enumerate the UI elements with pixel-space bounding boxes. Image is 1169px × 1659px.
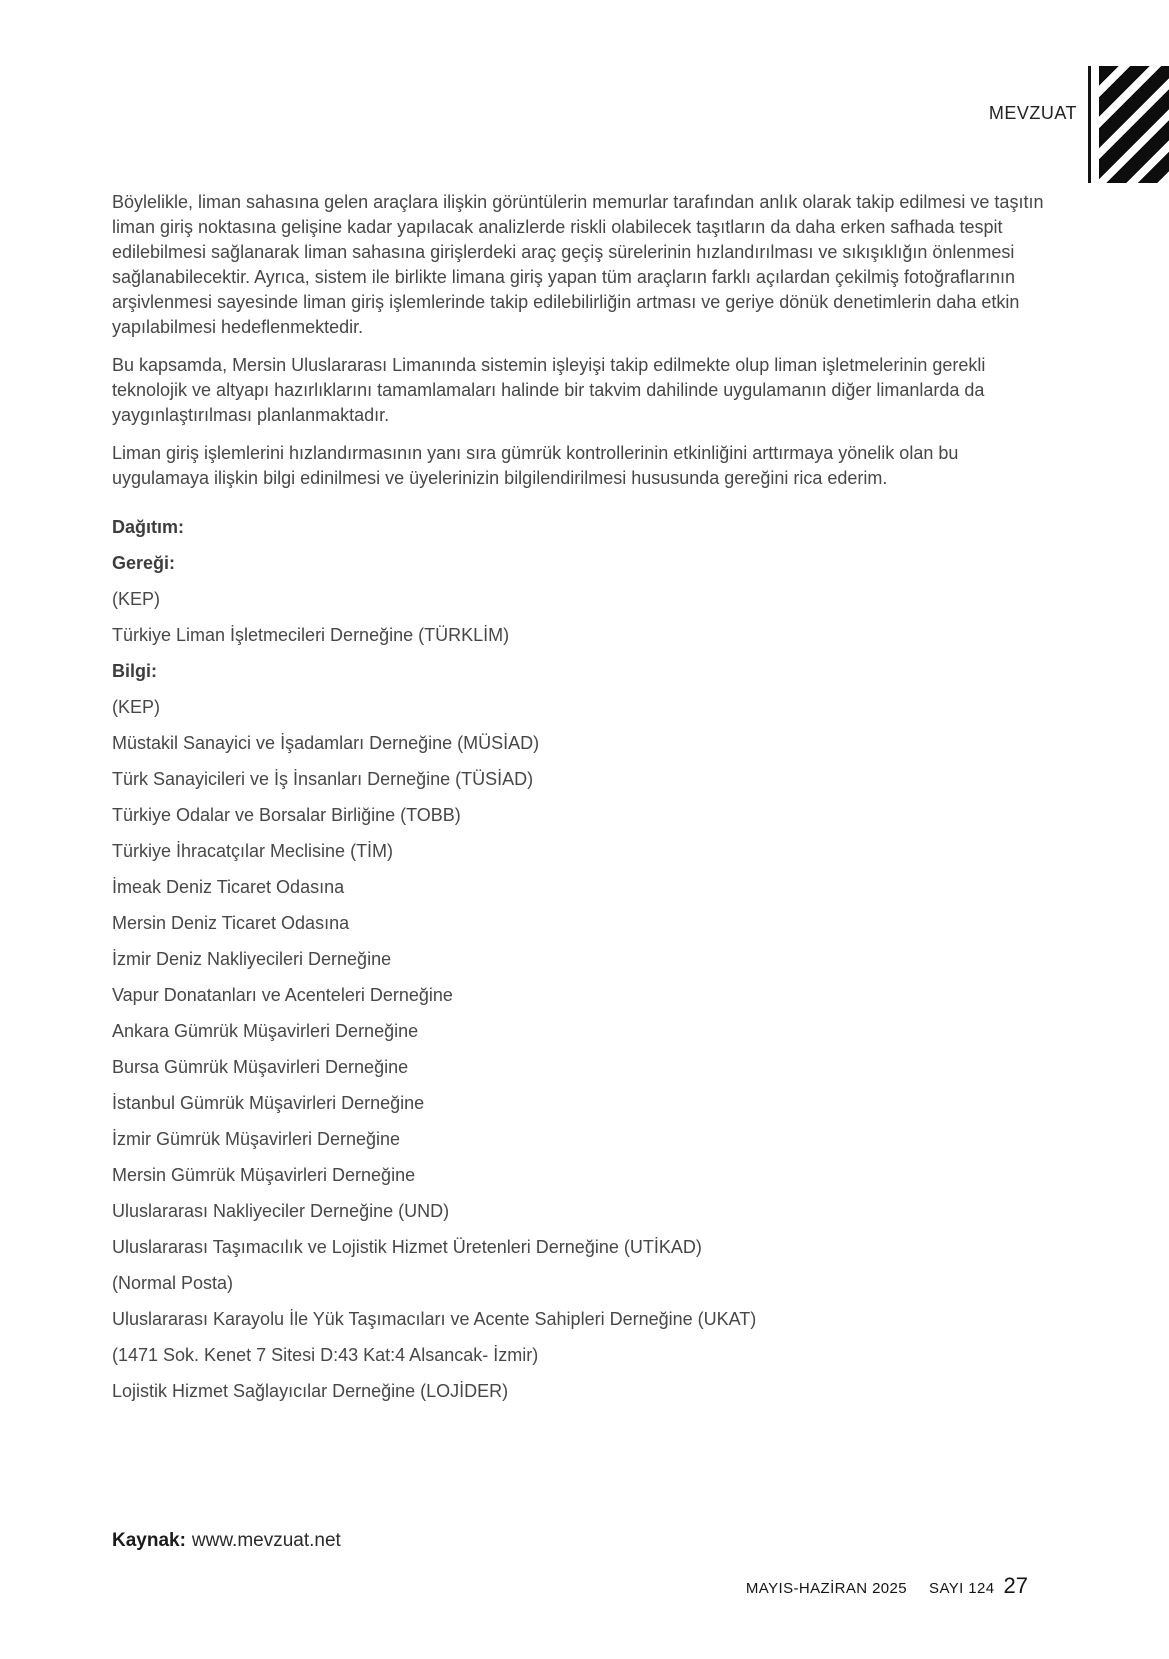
list-item: (1471 Sok. Kenet 7 Sitesi D:43 Kat:4 Alsancak- İzmir) bbox=[112, 1345, 539, 1365]
list-item: Ankara Gümrük Müşavirleri Derneğine bbox=[112, 1021, 419, 1041]
body-paragraph: Liman giriş işlemlerini hızlandırmasının yanı sıra gümrük kontrollerinin etkinliğini arttırmaya yönelik olan bu uygulamaya ilişkin bilgi edinilmesi ve üyelerinizin bilgilendirilmesi hususunda gereğini rica ederim. bbox=[112, 443, 959, 488]
footer-issue-date: MAYIS-HAZİRAN 2025 bbox=[745, 1580, 908, 1597]
list-item: İmeak Deniz Ticaret Odasına bbox=[112, 877, 345, 897]
list-item: Uluslararası Taşımacılık ve Lojistik Hizmet Üretenleri Derneğine (UTİKAD) bbox=[112, 1237, 702, 1257]
list-item: Türkiye Liman İşletmecileri Derneğine (TÜRKLİM) bbox=[112, 625, 510, 645]
list-item: Lojistik Hizmet Sağlayıcılar Derneğine (LOJİDER) bbox=[112, 1381, 509, 1401]
list-item: (KEP) bbox=[112, 589, 161, 609]
list-item: Mersin Gümrük Müşavirleri Derneğine bbox=[112, 1165, 416, 1185]
distribution-subheading: Gereği: bbox=[112, 553, 176, 573]
list-item: Mersin Deniz Ticaret Odasına bbox=[112, 913, 350, 933]
list-item: Vapur Donatanları ve Acenteleri Derneğine bbox=[112, 985, 453, 1005]
distribution-subheading: Bilgi: bbox=[112, 661, 157, 681]
distribution-heading: Dağıtım: bbox=[112, 517, 184, 537]
body-paragraph: Böylelikle, liman sahasına gelen araçlara ilişkin görüntülerin memurlar tarafından anlık olarak takip edilmesi ve taşıtın liman giriş noktasına gelişine kadar yapılacak analizlerde riskli olabilecek taşıtların da daha erken safhada tespit edilebilmesi sağlanarak liman sahasına girişlerdeki araç geçiş sürelerinin hızlandırılması ve sıkışıklığın önlenmesi sağlanabilecektir. Ayrıca, sistem ile birlikte limana giriş yapan tüm araçların farklı açılardan çekilmiş fotoğraflarının arşivlenmesi sayesinde liman giriş işlemlerinde takip edilebilirliğin artması ve geriye dönük denetimlerin daha etkin yapılabilmesi hedeflenmektedir. bbox=[112, 192, 1044, 337]
list-item: İzmir Gümrük Müşavirleri Derneğine bbox=[112, 1129, 401, 1149]
list-item: İzmir Deniz Nakliyecileri Derneğine bbox=[112, 949, 392, 969]
list-item: İstanbul Gümrük Müşavirleri Derneğine bbox=[112, 1093, 425, 1113]
footer-issue-number: SAYI 124 bbox=[929, 1580, 995, 1597]
list-item: Türkiye Odalar ve Borsalar Birliğine (TOBB) bbox=[112, 805, 461, 825]
source-label: Kaynak: bbox=[112, 1530, 186, 1551]
article-body bbox=[112, 190, 1058, 1415]
footer-page-number: 27 bbox=[1003, 1573, 1028, 1598]
header-divider-line bbox=[1088, 66, 1091, 183]
source-url: www.mevzuat.net bbox=[191, 1530, 341, 1551]
source-line bbox=[112, 1530, 341, 1552]
list-item: (KEP) bbox=[112, 697, 161, 717]
list-item: Türk Sanayicileri ve İş İnsanları Derneğine (TÜSİAD) bbox=[112, 769, 534, 789]
list-item: Uluslararası Karayolu İle Yük Taşımacıları ve Acente Sahipleri Derneğine (UKAT) bbox=[112, 1309, 757, 1329]
page-footer bbox=[746, 1573, 1028, 1599]
list-item: Türkiye İhracatçılar Meclisine (TİM) bbox=[112, 841, 394, 861]
list-item: Uluslararası Nakliyeciler Derneğine (UND) bbox=[112, 1201, 450, 1221]
list-item: Bursa Gümrük Müşavirleri Derneğine bbox=[112, 1057, 409, 1077]
section-title: MEVZUAT bbox=[988, 103, 1077, 123]
list-item: Müstakil Sanayici ve İşadamları Derneğine (MÜSİAD) bbox=[112, 733, 540, 753]
body-paragraph: Bu kapsamda, Mersin Uluslararası Limanında sistemin işleyişi takip edilmekte olup liman işletmelerinin gerekli teknolojik ve altyapı hazırlıklarını tamamlamaları halinde bir takvim dahilinde uygulamanın diğer limanlarda da yaygınlaştırılması planlanmaktadır. bbox=[112, 355, 986, 425]
distribution-list bbox=[112, 515, 1058, 1404]
diagonal-stripes-graphic bbox=[1099, 66, 1169, 183]
list-item: (Normal Posta) bbox=[112, 1273, 234, 1293]
